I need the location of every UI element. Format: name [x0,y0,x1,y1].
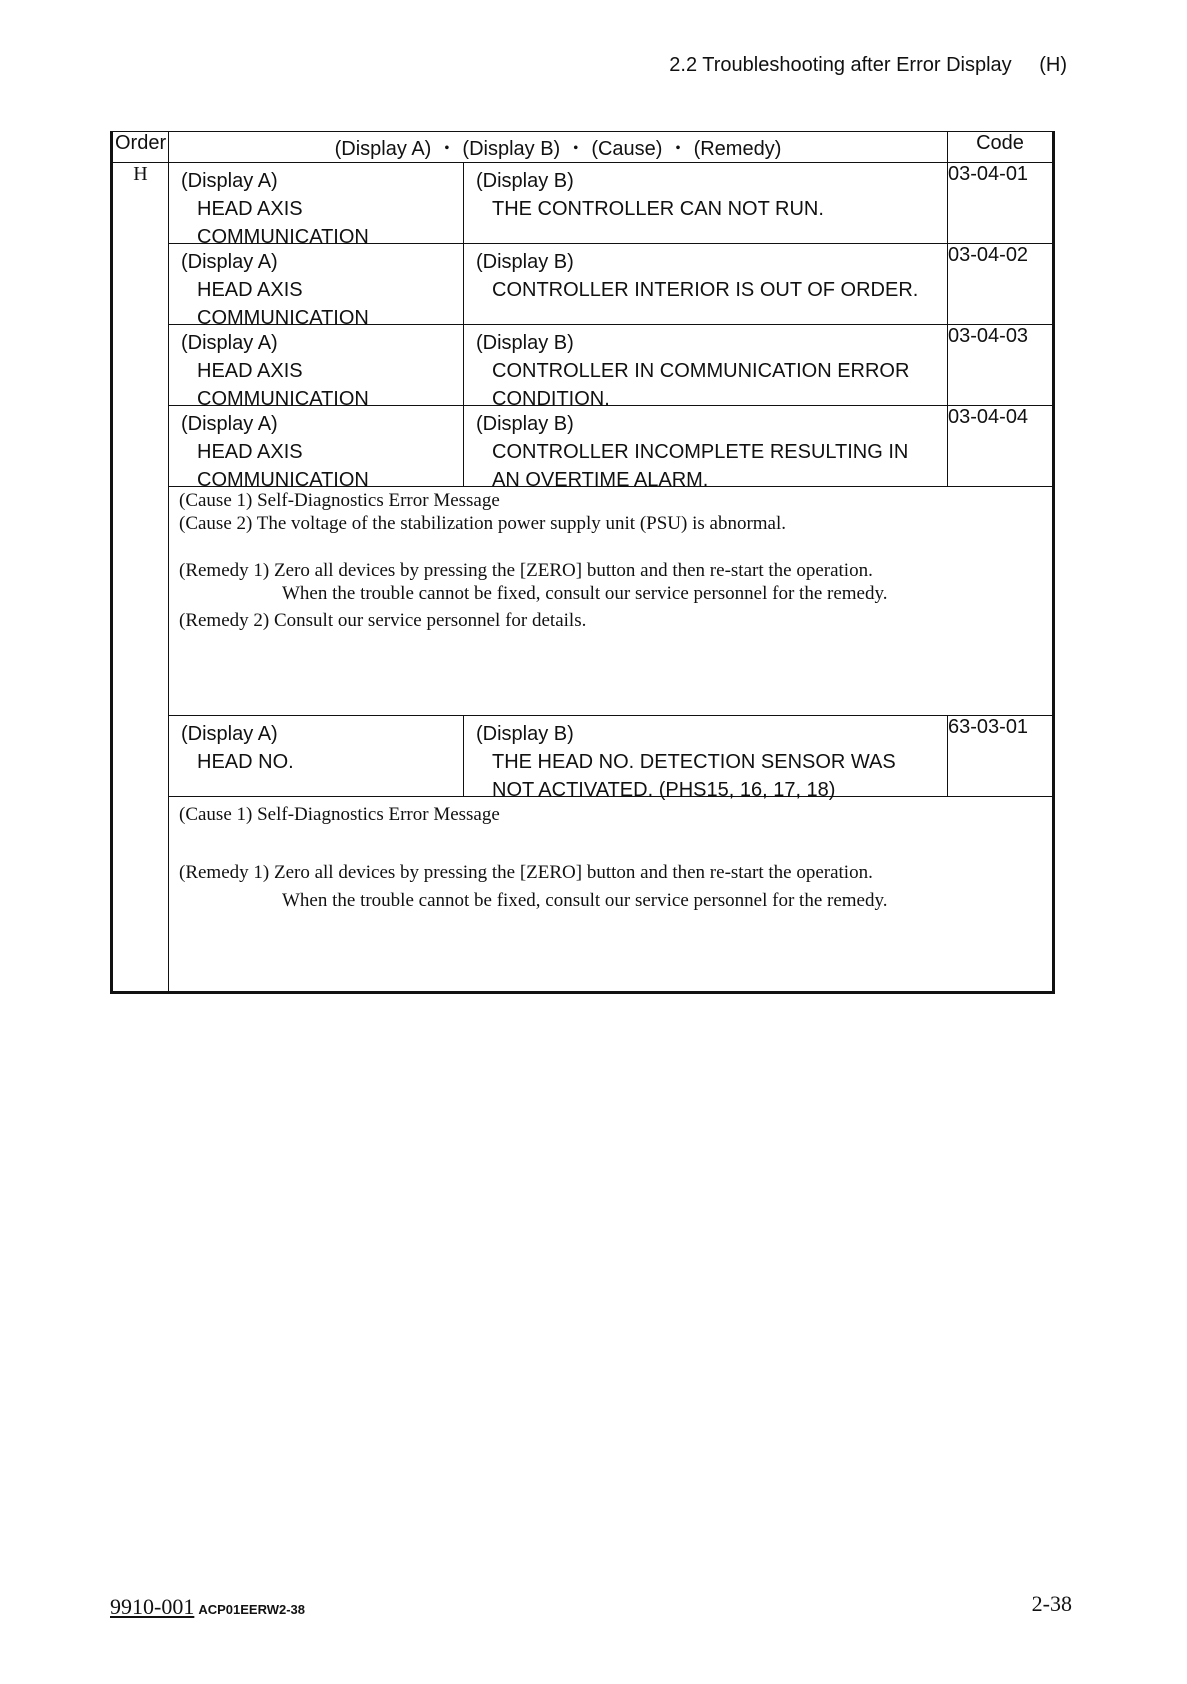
table-header-row [112,132,1054,163]
error-code: 03-04-04 [948,406,1054,487]
table-row [112,325,1054,406]
remedy-line: (Remedy 1) Zero all devices by pressing the [ZERO] button and then re-start the operation. [179,560,873,581]
error-code: 03-04-02 [948,244,1054,325]
display-b-cell: (Display B) CONTROLLER INCOMPLETE RESULTING IN AN OVERTIME ALARM. [464,406,948,487]
table-row [112,406,1054,487]
remedy-continuation: When the trouble cannot be fixed, consult our service personnel for the remedy. [282,583,888,604]
display-b-cell: (Display B) THE HEAD NO. DETECTION SENSOR WAS NOT ACTIVATED. (PHS15, 16, 17, 18) [464,716,948,797]
remedy-line: (Remedy 1) Zero all devices by pressing the [ZERO] button and then re-start the operation. [179,862,873,883]
order-cell: H [112,163,169,993]
cause-remedy-row [112,797,1054,993]
cause-line: (Cause 2) The voltage of the stabilization power supply unit (PSU) is abnormal. [179,513,787,534]
display-a-cell: (Display A) HEAD AXIS COMMUNICATION [169,325,464,406]
error-code: 63-03-01 [948,716,1054,797]
doc-number: 9910-001 [110,1594,195,1619]
section-title: 2.2 Troubleshooting after Error Display [669,54,1012,76]
error-code: 03-04-01 [948,163,1054,244]
remedy-continuation: When the trouble cannot be fixed, consult our service personnel for the remedy. [282,890,888,911]
display-a-cell: (Display A) HEAD AXIS COMMUNICATION [169,244,464,325]
display-a-cell: (Display A) HEAD AXIS COMMUNICATION [169,406,464,487]
column-header-display: (Display A) ・ (Display B) ・ (Cause) ・ (Remedy) [169,132,948,163]
display-b-cell: (Display B) THE CONTROLLER CAN NOT RUN. [464,163,948,244]
remedy-line: (Remedy 2) Consult our service personnel for details. [179,610,587,631]
cause-remedy-cell [169,797,1054,993]
cause-line: (Cause 1) Self-Diagnostics Error Message [179,804,500,825]
error-code: 03-04-03 [948,325,1054,406]
table-row [112,716,1054,797]
column-header-code: Code [948,132,1054,163]
troubleshooting-table [110,131,1055,994]
cause-remedy-cell [169,487,1054,716]
column-header-order: Order [112,132,169,163]
display-b-cell: (Display B) CONTROLLER INTERIOR IS OUT OF ORDER. [464,244,948,325]
page-header [669,54,1067,77]
cause-line: (Cause 1) Self-Diagnostics Error Message [179,490,500,511]
page-number: 2-38 [1031,1591,1072,1616]
display-b-cell: (Display B) CONTROLLER IN COMMUNICATION ERROR CONDITION. [464,325,948,406]
cause-remedy-row [112,487,1054,716]
table-row [112,163,1054,244]
display-a-cell: (Display A) HEAD NO. [169,716,464,797]
section-tag: (H) [1039,54,1067,76]
footer-doc-id [110,1594,305,1620]
display-a-cell: (Display A) HEAD AXIS COMMUNICATION [169,163,464,244]
table-row [112,244,1054,325]
doc-code: ACP01EERW2-38 [198,1602,306,1617]
